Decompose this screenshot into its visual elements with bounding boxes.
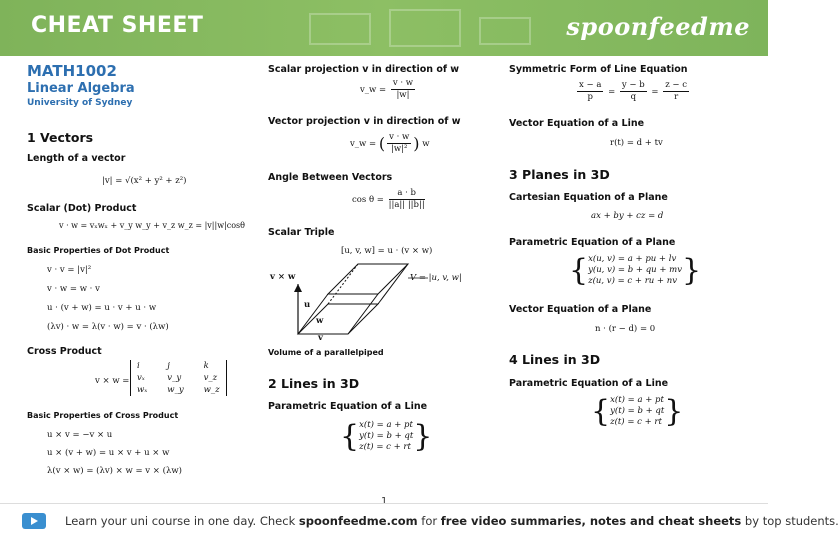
paren-open: ( bbox=[378, 134, 386, 153]
course-code: MATH1002 bbox=[27, 62, 117, 80]
column-2 bbox=[268, 60, 498, 490]
section-heading-lines: 2 Lines in 3D bbox=[268, 376, 360, 391]
cross-property: u × (v + w) = u × v + u × w bbox=[47, 448, 170, 458]
footer-bar bbox=[0, 503, 839, 538]
scalar-projection-title: Scalar projection v in direction of w bbox=[268, 64, 460, 75]
fig-label-v: v bbox=[318, 333, 323, 343]
fig-label-volume: V = |u, v, w| bbox=[410, 273, 462, 283]
angle-fraction bbox=[389, 188, 425, 211]
vector-projection-equation bbox=[350, 132, 430, 155]
det-cell: wₓ bbox=[137, 385, 148, 395]
page-number: 1 bbox=[381, 496, 388, 507]
header-banner bbox=[0, 0, 768, 56]
video-play-icon[interactable] bbox=[22, 513, 46, 529]
param-plane-eq: x(u, v) = a + pu + lv bbox=[588, 254, 677, 264]
brace-body bbox=[359, 420, 413, 453]
scalar-projection-equation bbox=[360, 78, 417, 101]
brace-left: { bbox=[591, 393, 611, 429]
column-1 bbox=[27, 60, 245, 490]
fig-label-vxw: v × w bbox=[270, 272, 296, 282]
footer-mid: for bbox=[417, 514, 441, 528]
dot-property: u · (v + w) = u · v + u · w bbox=[47, 303, 157, 313]
angle-lhs: cos θ = bbox=[352, 195, 384, 205]
footer-lead: Learn your uni course in one day. Check bbox=[65, 514, 299, 528]
angle-equation bbox=[352, 188, 427, 211]
parametric-line-system-2 bbox=[591, 395, 683, 428]
proj-den: |w| bbox=[396, 90, 410, 100]
param-line-eq: y(t) = b + qt bbox=[359, 431, 414, 441]
scalar-triple-title: Scalar Triple bbox=[268, 227, 335, 238]
vector-plane-title: Vector Equation of a Plane bbox=[509, 304, 652, 315]
scalar-triple-equation: [u, v, w] = u · (v × w) bbox=[341, 246, 433, 256]
det-cell: v_z bbox=[203, 373, 218, 383]
det-cell: j bbox=[167, 361, 170, 371]
angle-num: a · b bbox=[389, 188, 425, 200]
parametric-line-system bbox=[340, 420, 432, 453]
footer-tail: by top students. bbox=[741, 514, 839, 528]
brace-right: } bbox=[664, 393, 684, 429]
column-3 bbox=[509, 60, 749, 490]
vxw-arrowhead bbox=[294, 284, 302, 292]
dot-properties-title: Basic Properties of Dot Product bbox=[27, 246, 170, 255]
fig-label-w: w bbox=[316, 316, 324, 326]
edge bbox=[328, 264, 358, 304]
brace-body bbox=[588, 254, 682, 287]
proj-num: v · w bbox=[392, 78, 414, 88]
vector-plane-equation: n · (r − d) = 0 bbox=[595, 324, 656, 334]
angle-den: ||a|| ||b|| bbox=[388, 200, 425, 210]
dot-property: v · v = |v|² bbox=[47, 265, 92, 275]
cross-product-title: Cross Product bbox=[27, 346, 102, 357]
section-heading-lines-3d: 4 Lines in 3D bbox=[509, 352, 601, 367]
det-cell: k bbox=[203, 361, 209, 371]
proj-fraction bbox=[391, 78, 415, 101]
det-cell: vₓ bbox=[137, 373, 145, 383]
course-subject: Linear Algebra bbox=[27, 81, 135, 96]
brand-logo[interactable]: spoonfeedme bbox=[566, 12, 750, 41]
parametric-plane-title: Parametric Equation of a Plane bbox=[509, 237, 676, 248]
parametric-plane-system bbox=[569, 254, 701, 287]
dot-property: (λv) · w = λ(v · w) = v · (λw) bbox=[47, 322, 169, 332]
study-desk-illustration bbox=[300, 4, 540, 52]
cross-product-lhs: v × w = bbox=[95, 376, 130, 386]
param-line-eq: z(t) = c + rt bbox=[610, 417, 662, 427]
vproj-num: v · w bbox=[389, 132, 410, 142]
footer-offer: free video summaries, notes and cheat sheets bbox=[440, 514, 742, 528]
sym-fraction bbox=[663, 80, 689, 103]
vector-line-equation: r(t) = d + tv bbox=[610, 138, 663, 148]
footer-site-link[interactable]: spoonfeedme.com bbox=[298, 514, 418, 528]
vproj-rhs: w bbox=[422, 139, 430, 149]
symmetric-form-title: Symmetric Form of Line Equation bbox=[509, 64, 688, 75]
vproj-den: |w|² bbox=[390, 144, 408, 154]
sym-den: q bbox=[630, 92, 637, 102]
cross-properties-title: Basic Properties of Cross Product bbox=[27, 411, 179, 420]
cross-property: λ(v × w) = (λv) × w = v × (λw) bbox=[47, 466, 182, 476]
paren-close: ) bbox=[413, 134, 420, 153]
param-plane-eq: z(u, v) = c + ru + nv bbox=[588, 276, 678, 286]
det-cell: i bbox=[137, 361, 140, 371]
sym-den: r bbox=[674, 92, 679, 102]
sym-num: y − b bbox=[621, 80, 645, 90]
dot-property: v · w = w · v bbox=[47, 284, 100, 294]
param-line-eq: x(t) = a + pt bbox=[359, 420, 413, 430]
brace-body bbox=[610, 395, 664, 428]
symmetric-form-equation: $\frac{x - a}{p}$ = $\frac{y - b}{q}$ = $\frac{z - c}{r}$ bbox=[579, 80, 687, 102]
brace-left: { bbox=[569, 252, 589, 288]
vproj-lhs: v_w = bbox=[350, 139, 377, 149]
section-heading-vectors: 1 Vectors bbox=[27, 130, 94, 145]
top-face bbox=[328, 264, 408, 294]
det-cell: w_z bbox=[203, 385, 220, 395]
param-line-eq: y(t) = b + qt bbox=[610, 406, 665, 416]
cartesian-plane-title: Cartesian Equation of a Plane bbox=[509, 192, 668, 203]
vector-projection-title: Vector projection v in direction of w bbox=[268, 116, 461, 127]
section-heading-planes: 3 Planes in 3D bbox=[509, 167, 610, 182]
dot-product-equation: v · w = vₓwₓ + v_y w_y + v_z w_z = |v||w|cosθ bbox=[59, 221, 245, 230]
param-plane-eq: y(u, v) = b + qu + mv bbox=[588, 265, 683, 275]
fig-label-u: u bbox=[304, 300, 311, 310]
edge bbox=[378, 264, 408, 304]
vproj-fraction bbox=[387, 132, 411, 155]
footer-promo bbox=[65, 514, 839, 528]
edge bbox=[298, 294, 328, 334]
cross-property: u × v = −v × u bbox=[47, 430, 113, 440]
param-line-eq: x(t) = a + pt bbox=[610, 395, 664, 405]
brace-left: { bbox=[340, 418, 360, 454]
sym-num: z − c bbox=[665, 80, 687, 90]
sym-den: p bbox=[587, 92, 593, 102]
page-title: CHEAT SHEET bbox=[31, 13, 204, 38]
angle-title: Angle Between Vectors bbox=[268, 172, 393, 183]
parametric-line-title: Parametric Equation of a Line bbox=[268, 401, 428, 412]
dot-product-title: Scalar (Dot) Product bbox=[27, 203, 137, 214]
param-line-eq: z(t) = c + rt bbox=[359, 442, 411, 452]
brace-right: } bbox=[413, 418, 433, 454]
sym-fraction bbox=[620, 80, 647, 103]
det-cell: v_y bbox=[167, 373, 182, 383]
course-university: University of Sydney bbox=[27, 98, 133, 108]
length-equation: |v| = √(x² + y² + z²) bbox=[102, 176, 187, 186]
vector-line-title: Vector Equation of a Line bbox=[509, 118, 645, 129]
brace-right: } bbox=[682, 252, 702, 288]
sym-num: x − a bbox=[579, 80, 602, 90]
length-title: Length of a vector bbox=[27, 153, 126, 164]
det-cell: w_y bbox=[167, 385, 184, 395]
proj-lhs: v_w = bbox=[360, 85, 387, 95]
parametric-line-title-2: Parametric Equation of a Line bbox=[509, 378, 669, 389]
edge bbox=[348, 294, 378, 334]
diagram-caption: Volume of a parallelpiped bbox=[268, 348, 384, 357]
cartesian-plane-equation: ax + by + cz = d bbox=[591, 211, 664, 221]
sym-fraction bbox=[577, 80, 603, 103]
cross-product-determinant bbox=[130, 360, 227, 396]
